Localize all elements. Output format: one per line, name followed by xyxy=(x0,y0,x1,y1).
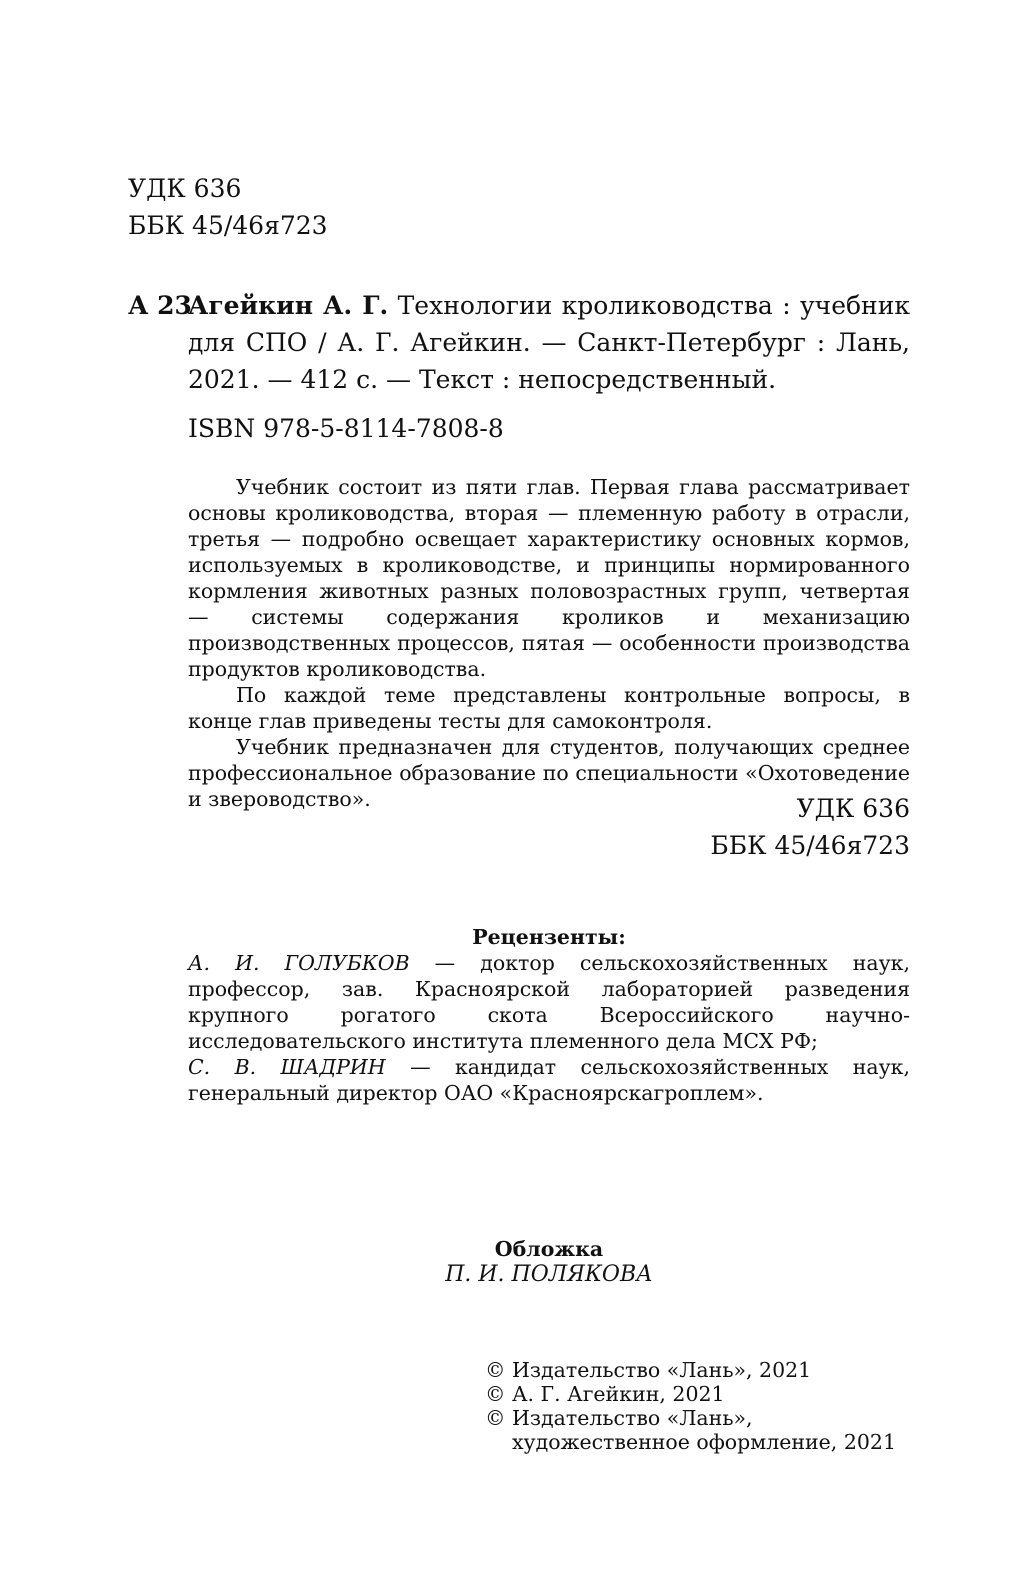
reviewer-description: — доктор сельскохозяйственных наук, профессор, зав. Красноярской лабораторией разведения крупного рогатого скота Всероссийского научно-исследовательского института племенного дела МСХ РФ; xyxy=(188,951,910,1053)
annotation-paragraph: По каждой теме представлены контрольные вопросы, в конце глав приведены тесты для самоконтроля. xyxy=(188,683,910,733)
classification-block-top xyxy=(128,170,328,244)
author-sign: А 23 xyxy=(128,291,192,320)
annotation-paragraph: Учебник состоит из пяти глав. Первая глава рассматривает основы кролиководства, вторая — племенную работу в отрасли, третья — подробно освещает характеристику основных кормов, используемых в кролиководстве, и принципы нормированного кормления животных разных половозрастных групп, четвертая — системы содержания кроликов и механизацию производственных процессов, пятая — особенности производства продуктов кролиководства. xyxy=(188,475,910,681)
bbk-code-right: ББК 45/46я723 xyxy=(710,831,910,860)
annotation xyxy=(188,474,910,812)
copyright-text: А. Г. Агейкин, 2021 xyxy=(512,1382,725,1406)
copyright-icon: © xyxy=(485,1358,506,1382)
copyright-icon: © xyxy=(485,1406,506,1430)
classification-block-right xyxy=(710,790,910,864)
reviewers-heading: Рецензенты: xyxy=(472,925,626,949)
reviewer-name: А. И. ГОЛУБКОВ xyxy=(188,951,410,975)
reviewers-list xyxy=(188,950,910,1106)
copyright-text: Издательство «Лань», 2021 xyxy=(512,1358,812,1382)
copyright-line xyxy=(485,1358,896,1382)
copyright-line xyxy=(485,1406,896,1430)
reviewer-name: С. В. ШАДРИН xyxy=(188,1055,386,1079)
cover-artist: П. И. ПОЛЯКОВА xyxy=(445,1262,653,1287)
bbk-code: ББК 45/46я723 xyxy=(128,211,328,240)
udk-code-right: УДК 636 xyxy=(796,794,910,823)
bibliographic-author: Агейкин А. Г. xyxy=(188,291,389,320)
reviewer-entry xyxy=(188,950,910,1054)
cover-heading: Обложка xyxy=(494,1237,604,1261)
isbn: ISBN 978-5-8114-7808-8 xyxy=(188,414,504,443)
annotation-paragraph: Учебник предназначен для студентов, получающих среднее профессиональное образование по специальности «Охотоведение и звероводство». xyxy=(188,735,910,811)
udk-code: УДК 636 xyxy=(128,174,242,203)
reviewer-description: — кандидат сельскохозяйственных наук, генеральный директор ОАО «Красноярскагроплем». xyxy=(188,1055,911,1105)
copyright-text: Издательство «Лань», xyxy=(512,1406,753,1430)
reviewer-entry xyxy=(188,1054,910,1106)
copyright-line xyxy=(485,1382,896,1406)
bibliographic-entry xyxy=(188,287,910,398)
copyright-line-continuation: художественное оформление, 2021 xyxy=(512,1430,897,1454)
copyright-icon: © xyxy=(485,1382,506,1406)
copyright-block xyxy=(485,1358,896,1454)
bibliographic-description: Технологии кролиководства : учебник для СПО / А. Г. Агейкин. — Санкт-Петербург : Лань, 2021. — 412 с. — Текст : непосредственный. xyxy=(188,291,910,394)
